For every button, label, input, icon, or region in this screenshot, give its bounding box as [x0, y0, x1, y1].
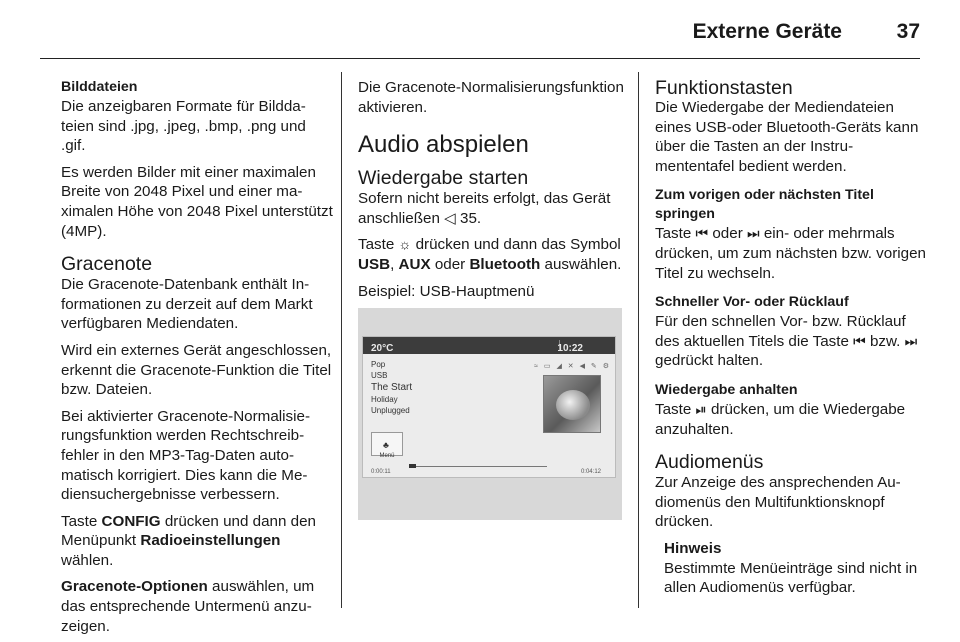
text: Taste: [358, 236, 399, 254]
elapsed-time: 0:00:11: [371, 469, 391, 476]
paragraph: Die Wiedergabe der Mediendateien eines USB-oder Bluetooth-Geräts kann über die Tasten an der Instrumententafel bedient werden.: [655, 99, 919, 175]
text: Taste: [61, 512, 102, 530]
column-middle: [358, 78, 626, 520]
header-title: Externe Geräte: [692, 20, 842, 43]
page-header: [0, 0, 960, 60]
text: oder: [708, 225, 747, 243]
paragraph: Sofern nicht bereits erfolgt, das Gerät anschließen ◁ 35.: [358, 190, 611, 227]
previous-track-icon: ⏮: [695, 225, 709, 242]
heading-titel-springen: Zum vorigen oder nächsten Titel springen: [655, 187, 874, 223]
paragraph: [655, 224, 927, 283]
menu-item-radioeinstellungen: Radioeinstellungen: [140, 532, 281, 550]
text: wählen.: [61, 551, 114, 569]
paragraph: Die Gracenote-Datenbank enthält Informationen zu derzeit auf dem Markt verfügbaren Mediendaten.: [61, 276, 313, 333]
text: drücken und dann das Symbol: [411, 236, 621, 254]
text: drücken, um die Wiedergabe anzuhalten.: [655, 400, 906, 438]
media-key-icon: ☼: [398, 236, 412, 253]
heading-wiedergabe-starten: Wiedergabe starten: [358, 167, 529, 190]
heading-bilddateien: Bilddateien: [61, 79, 138, 95]
previous-track-icon: ⏮: [853, 332, 866, 349]
play-pause-icon: ⏯: [695, 400, 707, 417]
menu-icon: ♣: [383, 440, 389, 451]
next-track-icon: ⏭: [746, 225, 760, 242]
heading-gracenote: Gracenote: [61, 253, 153, 276]
paragraph: [358, 235, 626, 274]
text: gedrückt halten.: [655, 352, 764, 370]
page-number: 37: [896, 20, 920, 43]
heading-audio-abspielen: Audio abspielen: [358, 131, 529, 159]
paragraph: Wird ein externes Gerät angeschlossen, erkennt die Gracenote-Funktion die Titel bzw. Dateien.: [61, 341, 332, 399]
text: drücken und dann den Menüpunkt: [61, 512, 316, 550]
paragraph: [61, 577, 333, 636]
text: Taste: [655, 400, 696, 418]
column-left: [61, 78, 333, 642]
progress-track: [409, 466, 547, 467]
text: ein- oder mehrmals drücken, um zum nächsten bzw. vorigen Titel zu wechseln.: [655, 225, 926, 282]
text: Taste: [655, 225, 696, 243]
list-item: Unplugged: [371, 406, 410, 416]
aux-label: AUX: [398, 255, 431, 273]
column-divider: [341, 72, 342, 608]
text: oder: [430, 255, 470, 273]
bluetooth-label: Bluetooth: [469, 255, 541, 273]
progress-fill: [409, 464, 416, 468]
text: Für den schnellen Vor- bzw. Rücklauf des aktuellen Titels die Taste: [655, 313, 906, 350]
screen-status-bar: [363, 337, 615, 354]
temperature-readout: 20°C: [371, 343, 394, 355]
paragraph: Die Gracenote-Normalisierungsfunktion aktivieren.: [358, 79, 624, 116]
album-art-image: [556, 390, 590, 420]
paragraph: Bei aktivierter Gracenote-Normalisierungsfunktion werden Rechtschreibfehler in den MP3-Tag-Daten automatisch korrigiert. Dies kann die Mediensuchergebnisse verbessern.: [61, 407, 310, 504]
clock-readout: 10:22: [557, 343, 583, 355]
paragraph: Es werden Bilder mit einer maximalen Breite von 2048 Pixel und einer maximalen Höhe von 2048 Pixel unterstützt (4MP).: [61, 163, 333, 240]
usb-main-menu-photo: [358, 308, 622, 520]
heading-funktionstasten: Funktionstasten: [655, 77, 793, 99]
list-item: The Start: [371, 382, 413, 394]
menu-button-label: Menü: [379, 453, 395, 460]
column-divider: [638, 72, 639, 608]
total-time: 0:04:12: [580, 469, 601, 476]
paragraph: Zur Anzeige des ansprechenden Audiomenüs den Multifunktionsknopf drücken.: [655, 474, 901, 531]
track-list: [371, 359, 412, 416]
paragraph: [655, 400, 927, 439]
heading-schneller-vorlauf: Schneller Vor- oder Rücklauf: [655, 294, 849, 311]
column-right: [655, 78, 927, 598]
note-title: Hinweis: [664, 539, 722, 557]
note-text: Bestimmte Menüeinträge sind nicht in allen Audiomenüs verfügbar.: [664, 559, 918, 597]
menu-button: [371, 432, 403, 460]
progress-bar: [371, 461, 609, 476]
paragraph: Die anzeigbaren Formate für Bilddateien sind .jpg, .jpeg, .bmp, .png und .gif.: [61, 98, 306, 155]
config-key: CONFIG: [101, 512, 161, 530]
text: bzw.: [865, 332, 905, 350]
note-box: [655, 539, 927, 598]
usb-label: USB: [358, 255, 391, 273]
infotainment-screen: [362, 336, 616, 478]
menu-item-gracenote-optionen: Gracenote-Optionen: [61, 578, 208, 596]
paragraph: [655, 312, 927, 371]
header-rule: [40, 58, 920, 59]
heading-wiedergabe-anhalten: Wiedergabe anhalten: [655, 381, 798, 398]
list-item: Holiday: [371, 395, 398, 405]
list-item: Pop: [371, 360, 386, 370]
list-item: USB: [371, 371, 388, 381]
text: auswählen, um das entsprechende Untermenü anzuzeigen.: [61, 578, 315, 635]
paragraph: [61, 512, 333, 571]
heading-audiomenues: Audiomenüs: [655, 451, 764, 474]
album-art: [543, 375, 601, 433]
text: auswählen.: [540, 255, 622, 273]
status-icons: ≈ ▭ ◢ ✕ ◀ ✎ ⚙: [534, 363, 611, 371]
text: ,: [390, 255, 399, 273]
paragraph: Beispiel: USB-Hauptmenü: [358, 282, 535, 300]
next-track-icon: ⏭: [904, 332, 918, 349]
